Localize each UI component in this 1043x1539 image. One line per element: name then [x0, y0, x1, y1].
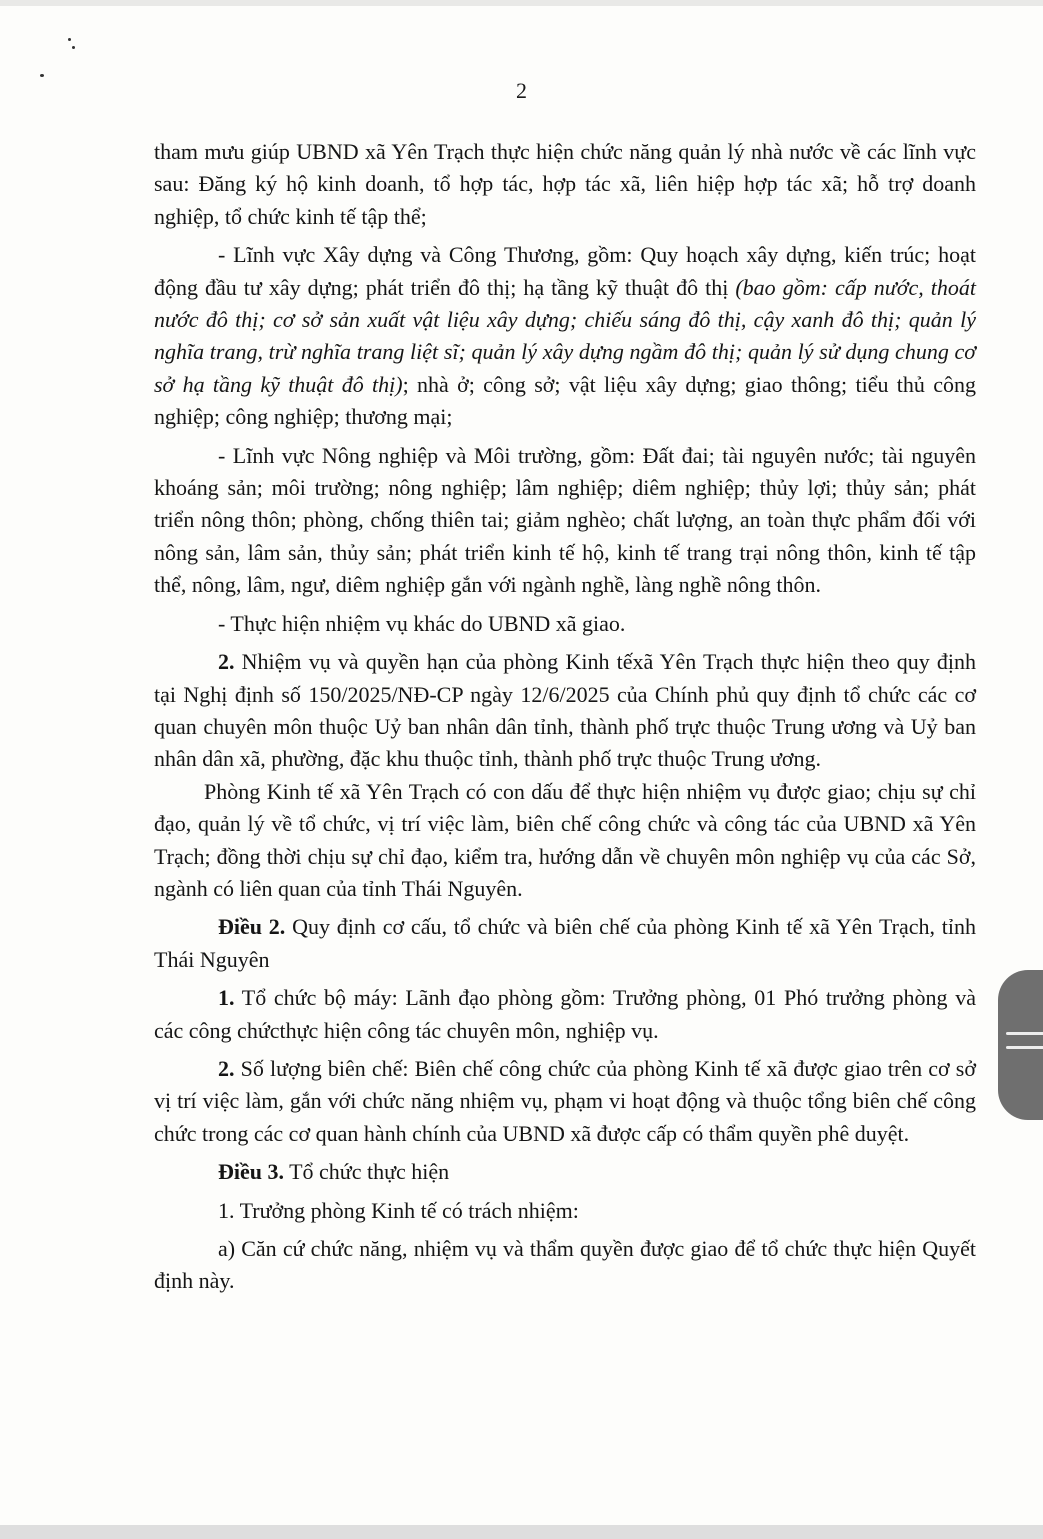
page-number: 2: [516, 78, 527, 103]
scroll-handle[interactable]: [998, 970, 1043, 1120]
scan-speck: [72, 46, 75, 49]
paragraph: a) Căn cứ chức năng, nhiệm vụ và thẩm quyền được giao để tổ chức thực hiện Quyết định này.: [154, 1236, 976, 1294]
article-heading: Điều 3. Tổ chức thực hiện: [218, 1159, 450, 1185]
paragraph: 1. Trưởng phòng Kinh tế có trách nhiệm:: [218, 1197, 579, 1223]
drag-handle-icon: [1006, 1032, 1043, 1035]
scan-speck: [40, 74, 44, 77]
paragraph: - Lĩnh vực Nông nghiệp và Môi trường, gồm: Đất đai; tài nguyên nước; tài nguyên khoáng sản; môi trường; nông nghiệp; lâm nghiệp; diêm nghiệp; thủy lợi; thủy sản; phát triển nông thôn; phòng, chống thiên tai; giảm nghèo; chất lượng, an toàn thực phẩm đối với nông sản, lâm sản, thủy sản; phát triển kinh tế hộ, kinh tế trang trại nông thôn, kinh tế tập thể, nông, lâm, ngư, diêm nghiệp gắn với ngành nghề, làng nghề nông thôn.: [154, 442, 976, 598]
paragraph: - Thực hiện nhiệm vụ khác do UBND xã giao.: [218, 610, 626, 636]
document-body: [154, 136, 976, 1298]
paragraph: 1. Tổ chức bộ máy: Lãnh đạo phòng gồm: Trưởng phòng, 01 Phó trưởng phòng và các công chứcthực hiện công tác chuyên môn, nghiệp vụ.: [154, 985, 976, 1043]
document-page: [0, 6, 1043, 1525]
scan-speck: [68, 38, 71, 41]
paragraph: tham mưu giúp UBND xã Yên Trạch thực hiện chức năng quản lý nhà nước về các lĩnh vực sau: Đăng ký hộ kinh doanh, tổ hợp tác, hợp tác xã, liên hiệp hợp tác xã; hỗ trợ doanh nghiệp, tổ chức kinh tế tập thể;: [154, 139, 976, 229]
paragraph: - Lĩnh vực Xây dựng và Công Thương, gồm: Quy hoạch xây dựng, kiến trúc; hoạt động đầu tư xây dựng; phát triển đô thị; hạ tầng kỹ thuật đô thị (bao gồm: cấp nước, thoát nước đô thị; cơ sở sản xuất vật liệu xây dựng; chiếu sáng đô thị, cậy xanh đô thị; quản lý nghĩa trang, trừ nghĩa trang liệt sĩ; quản lý xây dựng ngầm đô thị; quản lý sử dụng chung cơ sở hạ tầng kỹ thuật đô thị); nhà ở; công sở; vật liệu xây dựng; giao thông; tiểu thủ công nghiệp; công nghiệp; thương mại;: [154, 242, 976, 430]
viewer-bottom-edge: [0, 1525, 1043, 1539]
paragraph: Phòng Kinh tế xã Yên Trạch có con dấu để thực hiện nhiệm vụ được giao; chịu sự chỉ đạo, quản lý về tổ chức, vị trí việc làm, biên chế công chức và công tác của UBND xã Yên Trạch; đồng thời chịu sự chỉ đạo, kiểm tra, hướng dẫn về chuyên môn nghiệp vụ của các Sở, ngành có liên quan của tỉnh Thái Nguyên.: [154, 778, 976, 901]
paragraph: 2. Số lượng biên chế: Biên chế công chức của phòng Kinh tế xã được giao trên cơ sở vị trí việc làm, gắn với chức năng nhiệm vụ, phạm vi hoạt động và thuộc tổng biên chế công chức trong các cơ quan hành chính của UBND xã được cấp có thẩm quyền phê duyệt.: [154, 1055, 976, 1146]
article-heading: Điều 2. Quy định cơ cấu, tổ chức và biên chế của phòng Kinh tế xã Yên Trạch, tỉnh Thái Nguyên: [154, 914, 976, 972]
paragraph: 2. Nhiệm vụ và quyền hạn của phòng Kinh tếxã Yên Trạch thực hiện theo quy định tại Nghị định số 150/2025/NĐ-CP ngày 12/6/2025 của Chính phủ quy định tổ chức các cơ quan chuyên môn thuộc Uỷ ban nhân dân tỉnh, thành phố trực thuộc Trung ương và Uỷ ban nhân dân xã, phường, đặc khu thuộc tỉnh, thành phố trực thuộc Trung ương.: [154, 649, 976, 772]
drag-handle-icon: [1006, 1046, 1043, 1049]
